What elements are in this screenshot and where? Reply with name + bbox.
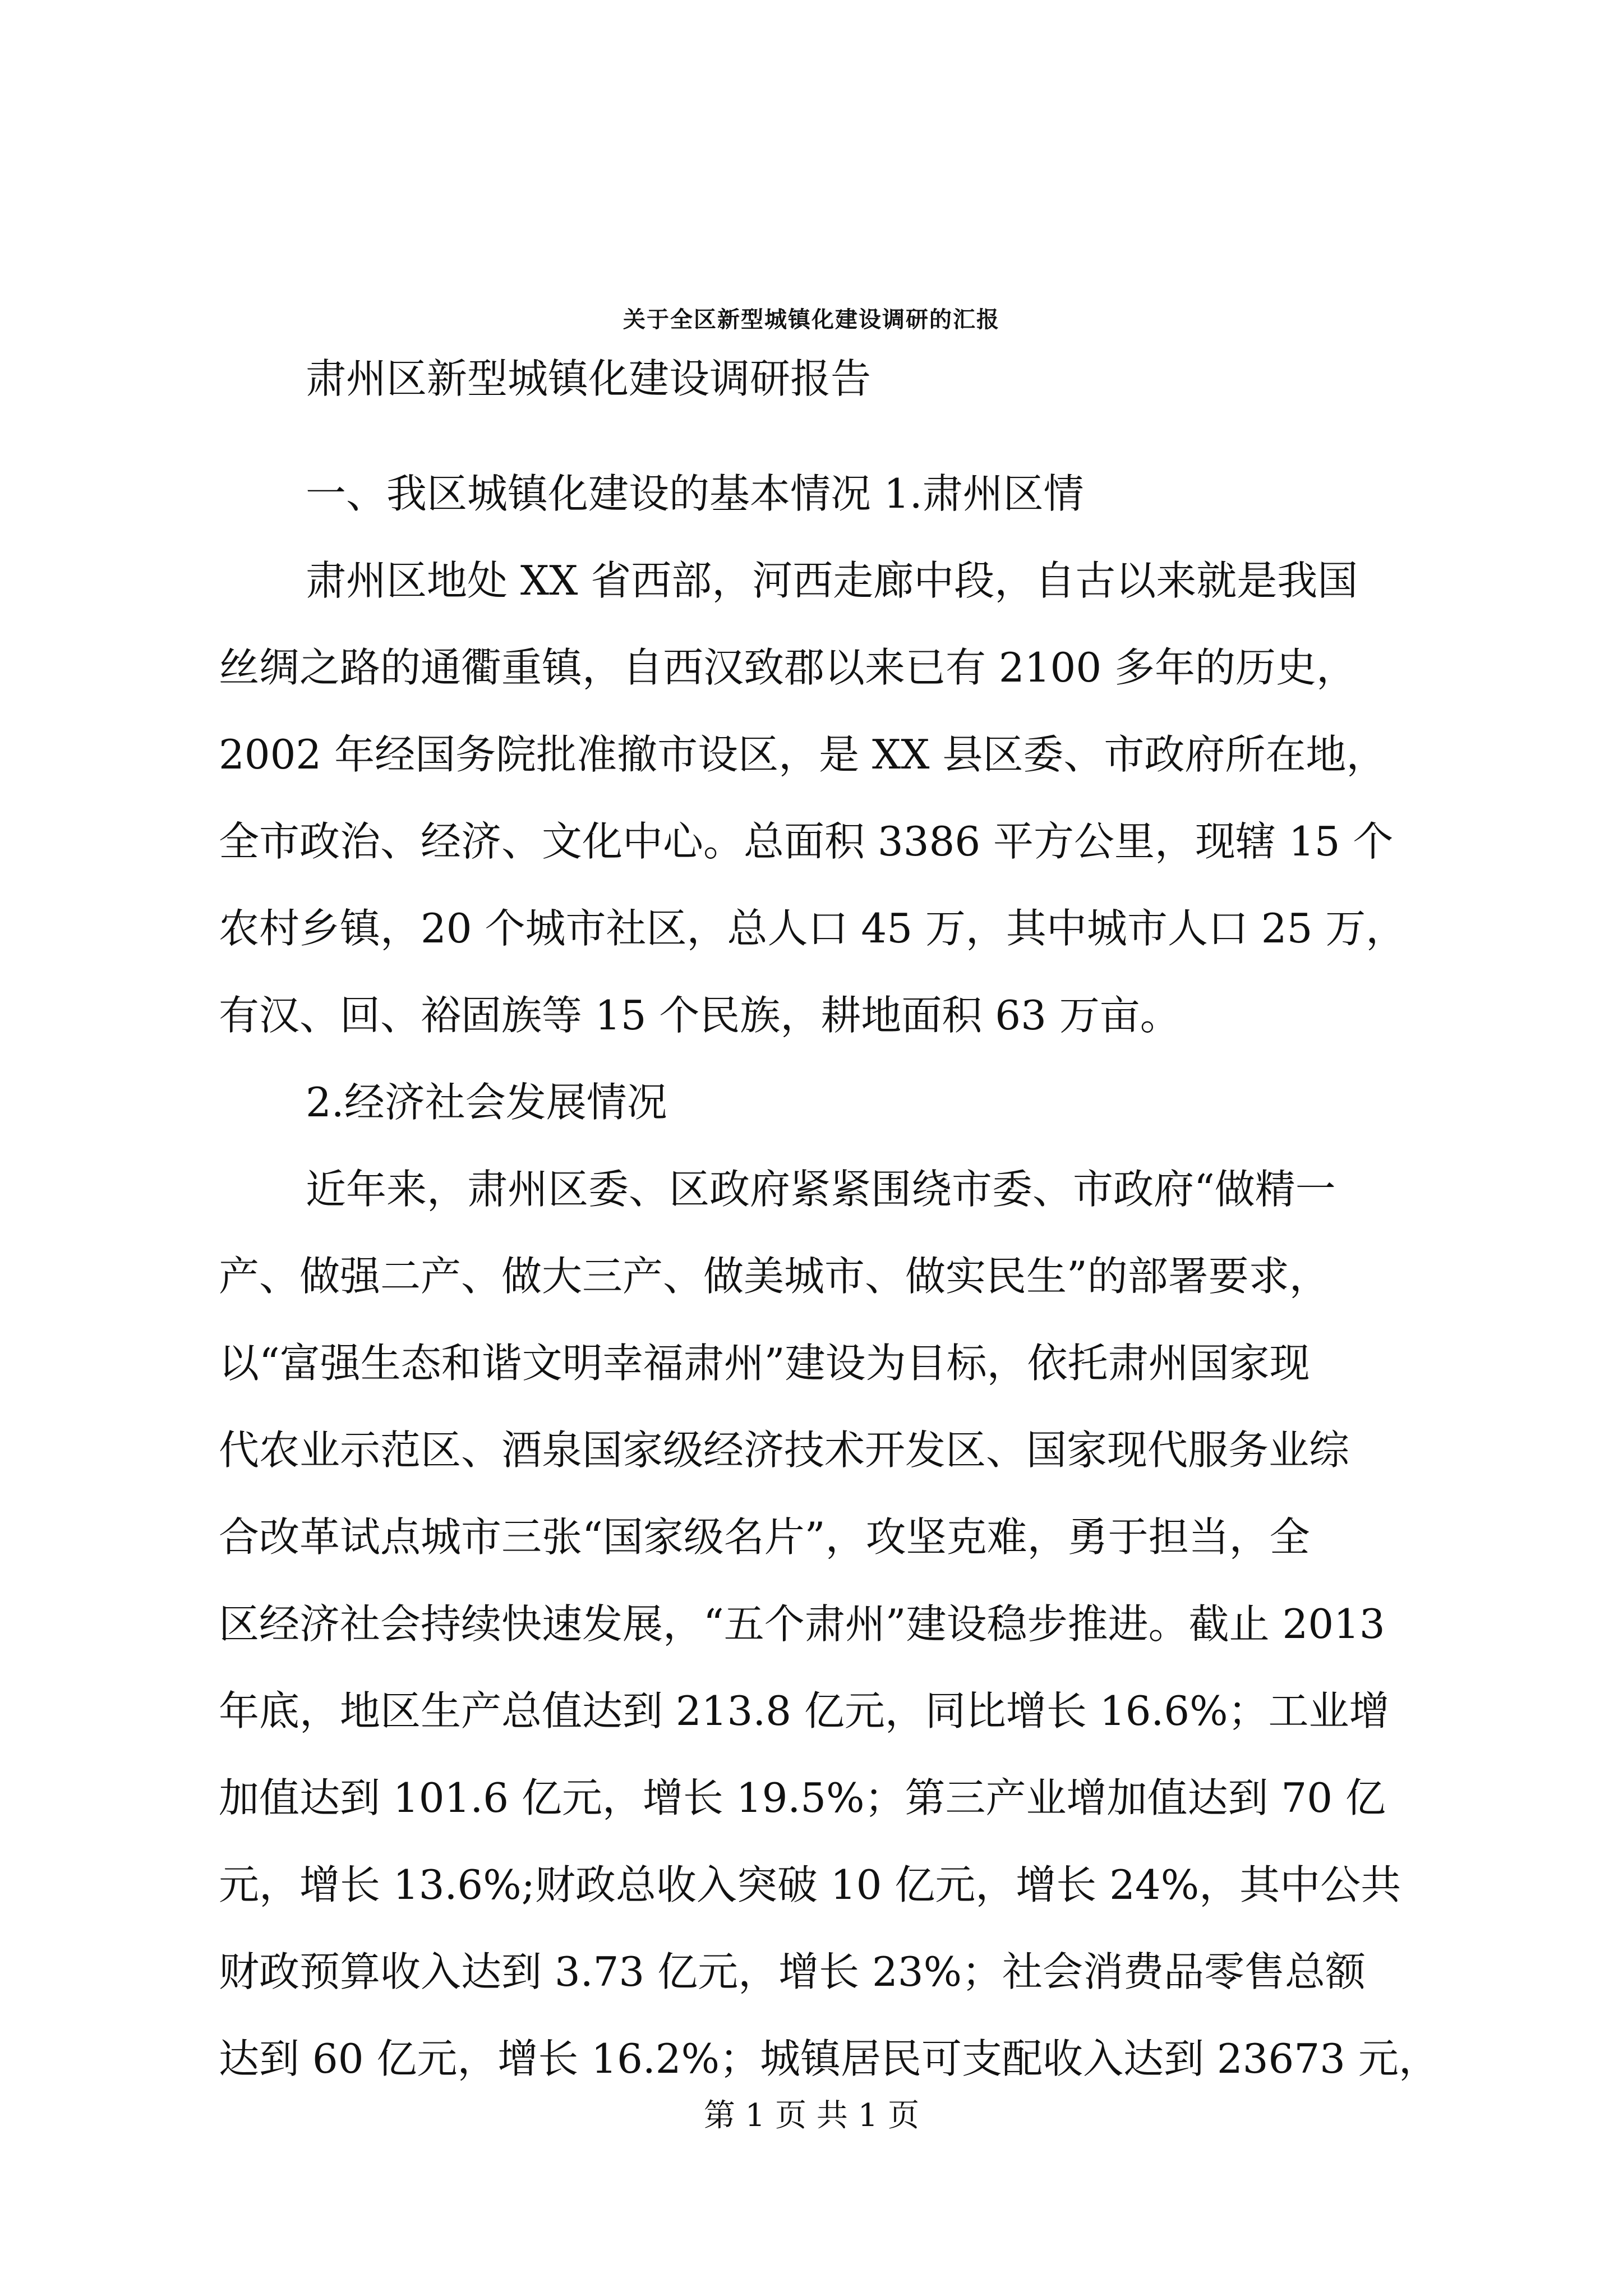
section-heading-line: 2.经济社会发展情况	[306, 1079, 667, 1126]
paragraph-line: 代农业示范区、酒泉国家级经济技术开发区、国家现代服务业综	[219, 1427, 1350, 1474]
document-title: 关于全区新型城镇化建设调研的汇报	[623, 306, 1000, 333]
paragraph-line: 区经济社会持续快速发展，“五个肃州”建设稳步推进。截止 2013	[219, 1600, 1385, 1648]
paragraph-line: 元，增长 13.6%;财政总收入突破 10 亿元，增长 24%，其中公共	[219, 1861, 1401, 1908]
paragraph-line: 有汉、回、裕固族等 15 个民族，耕地面积 63 万亩。	[219, 992, 1181, 1039]
paragraph-line: 肃州区地处 XX 省西部，河西走廊中段，自古以来就是我国	[306, 557, 1358, 604]
section-heading-line: 一、我区城镇化建设的基本情况 1.肃州区情	[306, 470, 1084, 517]
paragraph-line: 以“富强生态和谐文明幸福肃州”建设为目标，依托肃州国家现	[219, 1340, 1310, 1387]
paragraph-line: 2002 年经国务院批准撤市设区，是 XX 县区委、市政府所在地，	[219, 731, 1387, 778]
paragraph-line: 丝绸之路的通衢重镇，自西汉致郡以来已有 2100 多年的历史，	[219, 644, 1357, 691]
paragraph-line: 加值达到 101.6 亿元，增长 19.5%；第三产业增加值达到 70 亿	[219, 1774, 1386, 1821]
paragraph-line: 产、做强二产、做大三产、做美城市、做实民生”的部署要求，	[219, 1253, 1330, 1300]
page-footer: 第 1 页 共 1 页	[703, 2097, 920, 2134]
paragraph-line: 近年来，肃州区委、区政府紧紧围绕市委、市政府“做精一	[306, 1166, 1336, 1213]
subtitle-line: 肃州区新型城镇化建设调研报告	[306, 355, 872, 402]
paragraph-line: 农村乡镇，20 个城市社区，总人口 45 万，其中城市人口 25 万，	[219, 905, 1407, 952]
paragraph-line: 达到 60 亿元，增长 16.2%；城镇居民可支配收入达到 23673 元，	[219, 2035, 1439, 2082]
paragraph-line: 年底，地区生产总值达到 213.8 亿元，同比增长 16.6%；工业增	[219, 1687, 1390, 1734]
paragraph-line: 财政预算收入达到 3.73 亿元，增长 23%；社会消费品零售总额	[219, 1948, 1366, 1995]
paragraph-line: 合改革试点城市三张“国家级名片”，攻坚克难，勇于担当，全	[219, 1513, 1310, 1561]
paragraph-line: 全市政治、经济、文化中心。总面积 3386 平方公里，现辖 15 个	[219, 818, 1394, 865]
